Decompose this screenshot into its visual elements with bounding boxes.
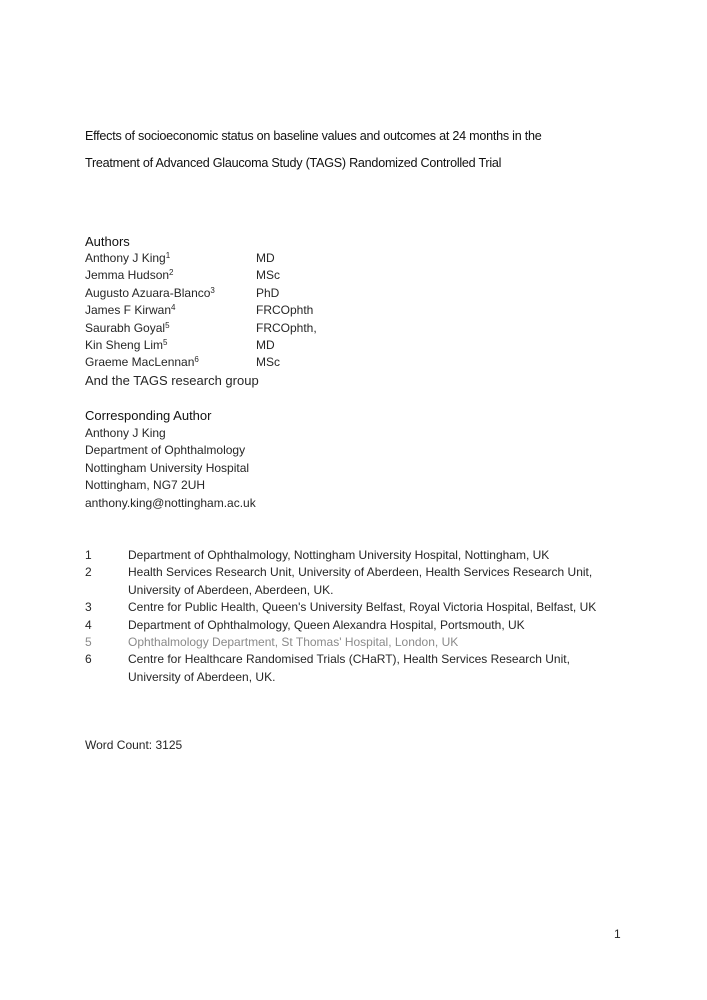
author-affiliation-number: 6 [194, 355, 199, 365]
author-row [85, 321, 605, 338]
page-number: 1 [614, 927, 621, 941]
affiliation-item [85, 547, 625, 564]
affiliation-item [85, 651, 625, 686]
corresponding-author-details [85, 426, 256, 513]
author-degree: MSc [256, 355, 280, 370]
author-row [85, 251, 605, 268]
author-list [85, 251, 605, 373]
author-name: James F Kirwan$^4$ [85, 303, 176, 318]
author-name: Jemma Hudson$^2$ [85, 268, 174, 283]
author-affiliation-number: 4 [171, 303, 176, 313]
affiliation-item [85, 564, 625, 599]
author-name: Kin Sheng Lim$^5$ [85, 337, 168, 352]
author-affiliation-number: 5 [163, 337, 168, 347]
author-degree: FRCOphth [256, 303, 314, 318]
author-row [85, 338, 605, 355]
corresponding-author-department: Department of Ophthalmology [85, 443, 246, 458]
affiliation-text: Centre for Public Health, Queen's University Belfast, Royal Victoria Hospital, Belfast, UK [128, 600, 597, 615]
affiliation-text: Department of Ophthalmology, Queen Alexandra Hospital, Portsmouth, UK [128, 617, 525, 632]
author-name: Anthony J King$^1$ [85, 251, 171, 265]
research-group-line: And the TAGS research group [85, 373, 259, 388]
affiliation-text: Ophthalmology Department, St Thomas' Hospital, London, UK [128, 635, 459, 650]
affiliation-number: 3 [85, 600, 92, 615]
corresponding-author-name: Anthony J King [85, 426, 166, 440]
authors-heading: Authors [85, 234, 130, 249]
affiliation-item [85, 617, 625, 634]
affiliation-text: Health Services Research Unit, University of Aberdeen, Health Services Research Unit, University of Aberdeen, Aberdeen, UK. [128, 565, 593, 597]
affiliation-number: 5 [85, 635, 92, 650]
author-row [85, 286, 605, 303]
author-row [85, 268, 605, 285]
author-name: Augusto Azuara-Blanco$^3$ [85, 285, 215, 300]
author-affiliation-number: 5 [165, 320, 170, 330]
author-row [85, 355, 605, 372]
affiliation-number: 4 [85, 617, 92, 632]
author-row [85, 303, 605, 320]
affiliation-number: 1 [85, 548, 92, 562]
affiliation-item [85, 634, 625, 651]
author-affiliation-number: 2 [169, 268, 174, 278]
affiliation-number: 6 [85, 652, 92, 667]
author-degree: MD [256, 337, 275, 352]
affiliation-item [85, 599, 625, 616]
author-name: Saurabh Goyal$^5$ [85, 320, 170, 335]
affiliation-list [85, 547, 625, 686]
affiliation-text: Centre for Healthcare Randomised Trials (CHaRT), Health Services Research Unit, University of Aberdeen, UK. [128, 652, 570, 684]
author-degree: MD [256, 251, 275, 265]
corresponding-author-email: anthony.king@nottingham.ac.uk [85, 495, 256, 510]
author-degree: PhD [256, 285, 280, 300]
affiliation-number: 2 [85, 565, 92, 580]
corresponding-author-hospital: Nottingham University Hospital [85, 460, 250, 475]
author-affiliation-number: 1 [165, 251, 171, 260]
author-affiliation-number: 3 [210, 285, 215, 295]
corresponding-author-city: Nottingham, NG7 2UH [85, 478, 206, 493]
corresponding-author-heading: Corresponding Author [85, 408, 212, 423]
author-name: Graeme MacLennan$^6$ [85, 355, 199, 370]
paper-title-line-1: Effects of socioeconomic status on baseline values and outcomes at 24 months in the [85, 129, 542, 143]
author-degree: MSc [256, 268, 280, 283]
author-degree: FRCOphth, [256, 320, 317, 335]
paper-title-line-2: Treatment of Advanced Glaucoma Study (TAGS) Randomized Controlled Trial [85, 156, 502, 170]
word-count: Word Count: 3125 [85, 738, 183, 752]
affiliation-text: Department of Ophthalmology, Nottingham University Hospital, Nottingham, UK [128, 548, 550, 562]
